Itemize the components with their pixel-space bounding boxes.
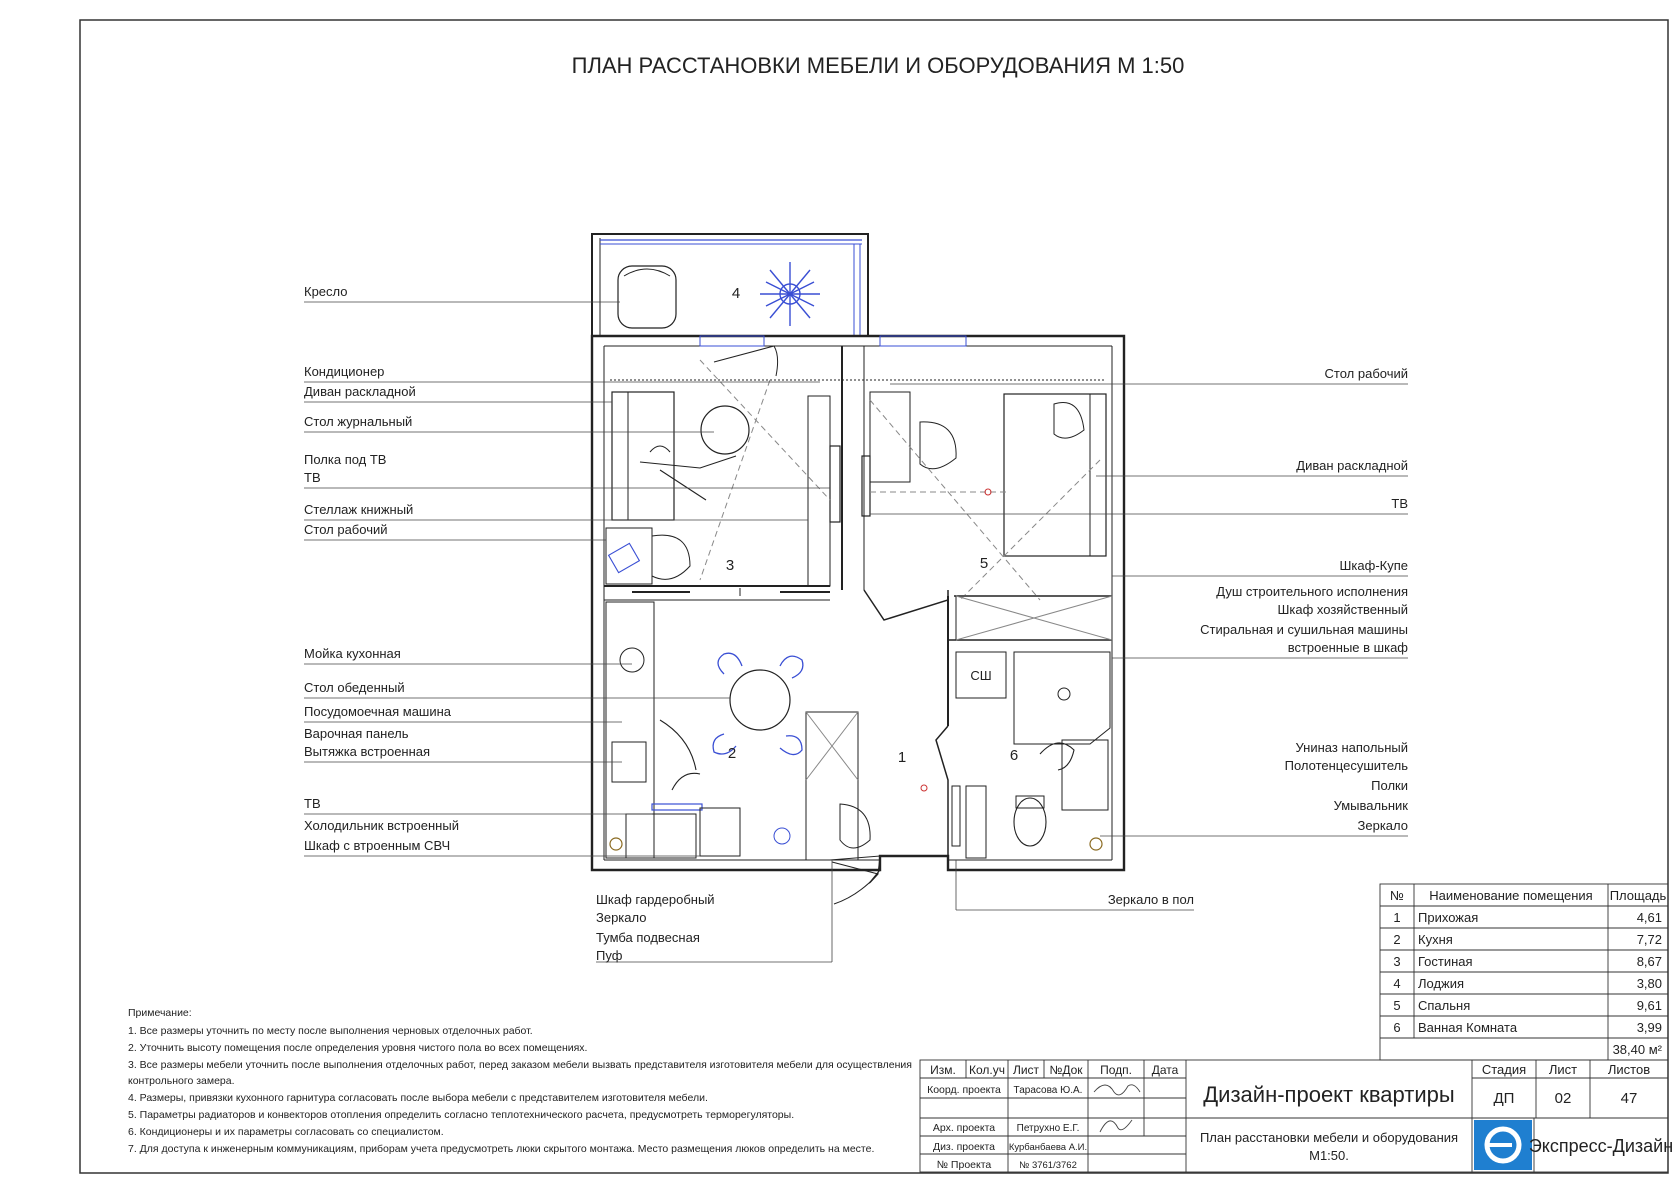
callout-kitchen-tv: ТВ	[304, 796, 321, 811]
callout-r-mirror: Зеркало	[1357, 818, 1408, 833]
stamp-role: Арх. проекта	[932, 1122, 996, 1134]
table-cell: 3,80	[1636, 976, 1662, 991]
table-cell: 4,61	[1636, 910, 1662, 925]
callout-bookshelf: Стеллаж книжный	[304, 502, 414, 517]
signature-1	[1094, 1085, 1140, 1095]
hall-wardrobe	[806, 712, 858, 860]
kitchen-counter	[606, 602, 654, 858]
callout-microwave: Шкаф с втроенным СВЧ	[304, 838, 451, 853]
callout-r-shower: Душ строительного исполнения	[1216, 584, 1408, 599]
table-cell: Спальня	[1418, 998, 1471, 1013]
tv-shelf	[830, 446, 840, 522]
table-cell: 6	[1393, 1020, 1401, 1035]
table-cell: 9,61	[1636, 998, 1662, 1013]
stamp-person: Петрухно Е.Г.	[1016, 1123, 1080, 1134]
callout-r-washer: Стиральная и сушильная машины	[1200, 622, 1408, 637]
table-cell: 5	[1393, 998, 1401, 1013]
callout-hood: Вытяжка встроенная	[304, 744, 431, 759]
company-name: Экспресс-Дизайн	[1528, 1136, 1674, 1156]
stamp-role: Коорд. проекта	[927, 1084, 1001, 1096]
callout-r-basin: Умывальник	[1333, 798, 1408, 813]
stage-value: ДП	[1493, 1090, 1515, 1107]
callout-r-cabinet: Шкаф хозяйственный	[1277, 602, 1408, 617]
table-cell: Прихожая	[1418, 910, 1479, 925]
sheet-value: 02	[1554, 1090, 1572, 1107]
table-cell: 7,72	[1636, 932, 1662, 947]
stamp-person: Тарасова Ю.А.	[1013, 1085, 1083, 1096]
desk-chair-icon	[652, 535, 690, 579]
callout-sink: Мойка кухонная	[304, 646, 401, 661]
room-number-1: 1	[897, 749, 907, 766]
callout-ac: Кондиционер	[304, 364, 385, 379]
signature-2	[1100, 1120, 1132, 1132]
callout-r-builtin: встроенные в шкаф	[1287, 640, 1408, 655]
kitchen-tv	[652, 804, 702, 810]
callout-dining-table: Стол обеденный	[304, 680, 405, 695]
floor-plan	[592, 234, 1124, 904]
callout-b-mirror: Зеркало	[596, 910, 647, 925]
dining-table-icon	[730, 670, 790, 730]
table-cell: 1	[1393, 910, 1401, 925]
sink-icon	[620, 648, 644, 672]
callout-tv: ТВ	[304, 470, 321, 485]
room-number-5: 5	[979, 555, 989, 572]
room-number-2: 2	[727, 745, 737, 762]
microwave-cabinet	[700, 808, 740, 856]
note-line: 5. Параметры радиаторов и конвекторов отопления определить согласно теплотехнического расчета, предусмотреть терморегуляторы.	[128, 1109, 795, 1121]
stamp-person: № 3761/3762	[1019, 1160, 1077, 1171]
table-cell: 3	[1393, 954, 1401, 969]
callout-r-shelves: Полки	[1371, 778, 1408, 793]
callout-b-pouf: Пуф	[596, 948, 623, 963]
note-line: 3. Все размеры мебели уточнить после выполнения отделочных работ, перед заказом мебели вызвать представителя изготовителя мебели для осуществления	[128, 1059, 912, 1071]
laptop-icon	[609, 543, 640, 572]
callout-hob: Варочная панель	[304, 726, 409, 741]
bedroom-sofa	[1004, 394, 1106, 556]
bookshelf	[808, 396, 830, 586]
callout-armchair: Кресло	[304, 284, 348, 299]
note-line: 7. Для доступа к инженерным коммуникациям, приборам учета предусмотреть люки скрытого монтажа. Место размещения люков определить на месте.	[128, 1143, 875, 1155]
room-area-table-text	[1390, 888, 1666, 1057]
table-header-name: Наименование помещения	[1429, 888, 1593, 903]
bedroom-desk	[870, 392, 910, 482]
room-number-3: 3	[725, 557, 735, 574]
callout-r-sofa: Диван раскладной	[1296, 458, 1408, 473]
callout-r-toilet: Униназ напольный	[1295, 740, 1408, 755]
callout-r-desk: Стол рабочий	[1324, 366, 1408, 381]
fridge	[626, 814, 696, 858]
mirror-floor	[952, 786, 960, 846]
table-header-area: Площадь	[1609, 888, 1667, 903]
pouf-icon	[840, 804, 870, 848]
callout-r-towel: Полотенцесушитель	[1284, 758, 1408, 773]
callout-dishwasher: Посудомоечная машина	[304, 704, 452, 719]
sheet-title-line-1: План расстановки мебели и оборудования	[1199, 1130, 1459, 1145]
left-callouts	[304, 284, 830, 856]
toilet-icon	[1014, 798, 1046, 846]
notes-heading: Примечание:	[128, 1007, 192, 1019]
table-cell: Гостиная	[1418, 954, 1473, 969]
table-cell: Ванная Комната	[1418, 1020, 1518, 1035]
sheet-label: Лист	[1548, 1062, 1578, 1077]
table-cell: Лоджия	[1418, 976, 1465, 991]
sheet-title-line-2: М1:50.	[1309, 1148, 1349, 1163]
room-number-4: 4	[731, 285, 741, 302]
table-header-num: №	[1390, 888, 1404, 903]
stage-label: Стадия	[1481, 1062, 1527, 1077]
stamp-col-kolu: Кол.уч	[969, 1063, 1005, 1077]
callout-b-vanity: Тумба подвесная	[596, 930, 700, 945]
living-sofa	[612, 392, 674, 520]
armchair-icon	[618, 266, 676, 328]
table-cell: 2	[1393, 932, 1401, 947]
callout-coffee-table: Стол журнальный	[304, 414, 413, 429]
callout-r-wardrobe: Шкаф-Купе	[1339, 558, 1408, 573]
washbasin	[1062, 740, 1108, 810]
plant-icon	[760, 262, 820, 326]
bottom-callouts	[596, 860, 1194, 963]
notes-block	[128, 1007, 912, 1155]
callout-desk: Стол рабочий	[304, 522, 388, 537]
loggia	[592, 234, 868, 336]
note-line: контрольного замера.	[128, 1075, 235, 1087]
callout-r-tv: ТВ	[1391, 496, 1408, 511]
stamp-role: Диз. проекта	[932, 1141, 996, 1153]
bath-person-icon	[1040, 743, 1074, 770]
callout-tv-shelf: Полка под ТВ	[304, 452, 387, 467]
stamp-col-list: Лист	[1012, 1063, 1040, 1077]
shower-icon	[1014, 652, 1110, 744]
table-cell: 3,99	[1636, 1020, 1662, 1035]
bedroom-chair-icon	[920, 422, 956, 469]
note-line: 6. Кондиционеры и их параметры согласовать со специалистом.	[128, 1126, 444, 1138]
stamp-person: Курбанбаева А.И.	[1008, 1142, 1088, 1153]
cook-figure-icon	[660, 720, 700, 790]
project-title: Дизайн-проект квартиры	[1203, 1082, 1455, 1107]
table-cell: Кухня	[1418, 932, 1453, 947]
note-line: 4. Размеры, привязки кухонного гарнитура согласовать после выбора мебели с представителем изготовителя мебели.	[128, 1092, 708, 1104]
washer-label: СШ	[970, 668, 992, 683]
stamp-col-sign: Подп.	[1100, 1063, 1132, 1077]
note-line: 2. Уточнить высоту помещения после определения уровня чистого пола во всех помещениях.	[128, 1042, 588, 1054]
stamp-col-doc: №Док	[1049, 1063, 1083, 1077]
note-line: 1. Все размеры уточнить по месту после выполнения черновых отделочных работ.	[128, 1025, 533, 1037]
table-total: 38,40 м²	[1612, 1042, 1662, 1057]
bedroom-pillow-icon	[1054, 402, 1084, 438]
living-desk	[606, 528, 652, 584]
callout-fridge: Холодильник встроенный	[304, 818, 459, 833]
coffee-table-icon	[701, 406, 749, 454]
callout-b-wardrobe: Шкаф гардеробный	[596, 892, 715, 907]
stamp-col-date: Дата	[1151, 1063, 1179, 1077]
room-numbers	[726, 285, 1018, 766]
right-callouts	[870, 366, 1408, 836]
plan-title: ПЛАН РАССТАНОВКИ МЕБЕЛИ И ОБОРУДОВАНИЯ М 1:50	[571, 53, 1185, 78]
bedroom-tv	[862, 456, 870, 516]
sheets-label: Листов	[1607, 1062, 1651, 1077]
room-number-6: 6	[1009, 747, 1019, 764]
callout-sofa: Диван раскладной	[304, 384, 416, 399]
sheets-value: 47	[1620, 1090, 1638, 1107]
table-cell: 4	[1393, 976, 1401, 991]
callout-mirror-floor: Зеркало в пол	[1107, 892, 1194, 907]
stamp-role: № Проекта	[936, 1159, 992, 1171]
table-cell: 8,67	[1636, 954, 1662, 969]
stamp-col-izm: Изм.	[930, 1063, 956, 1077]
